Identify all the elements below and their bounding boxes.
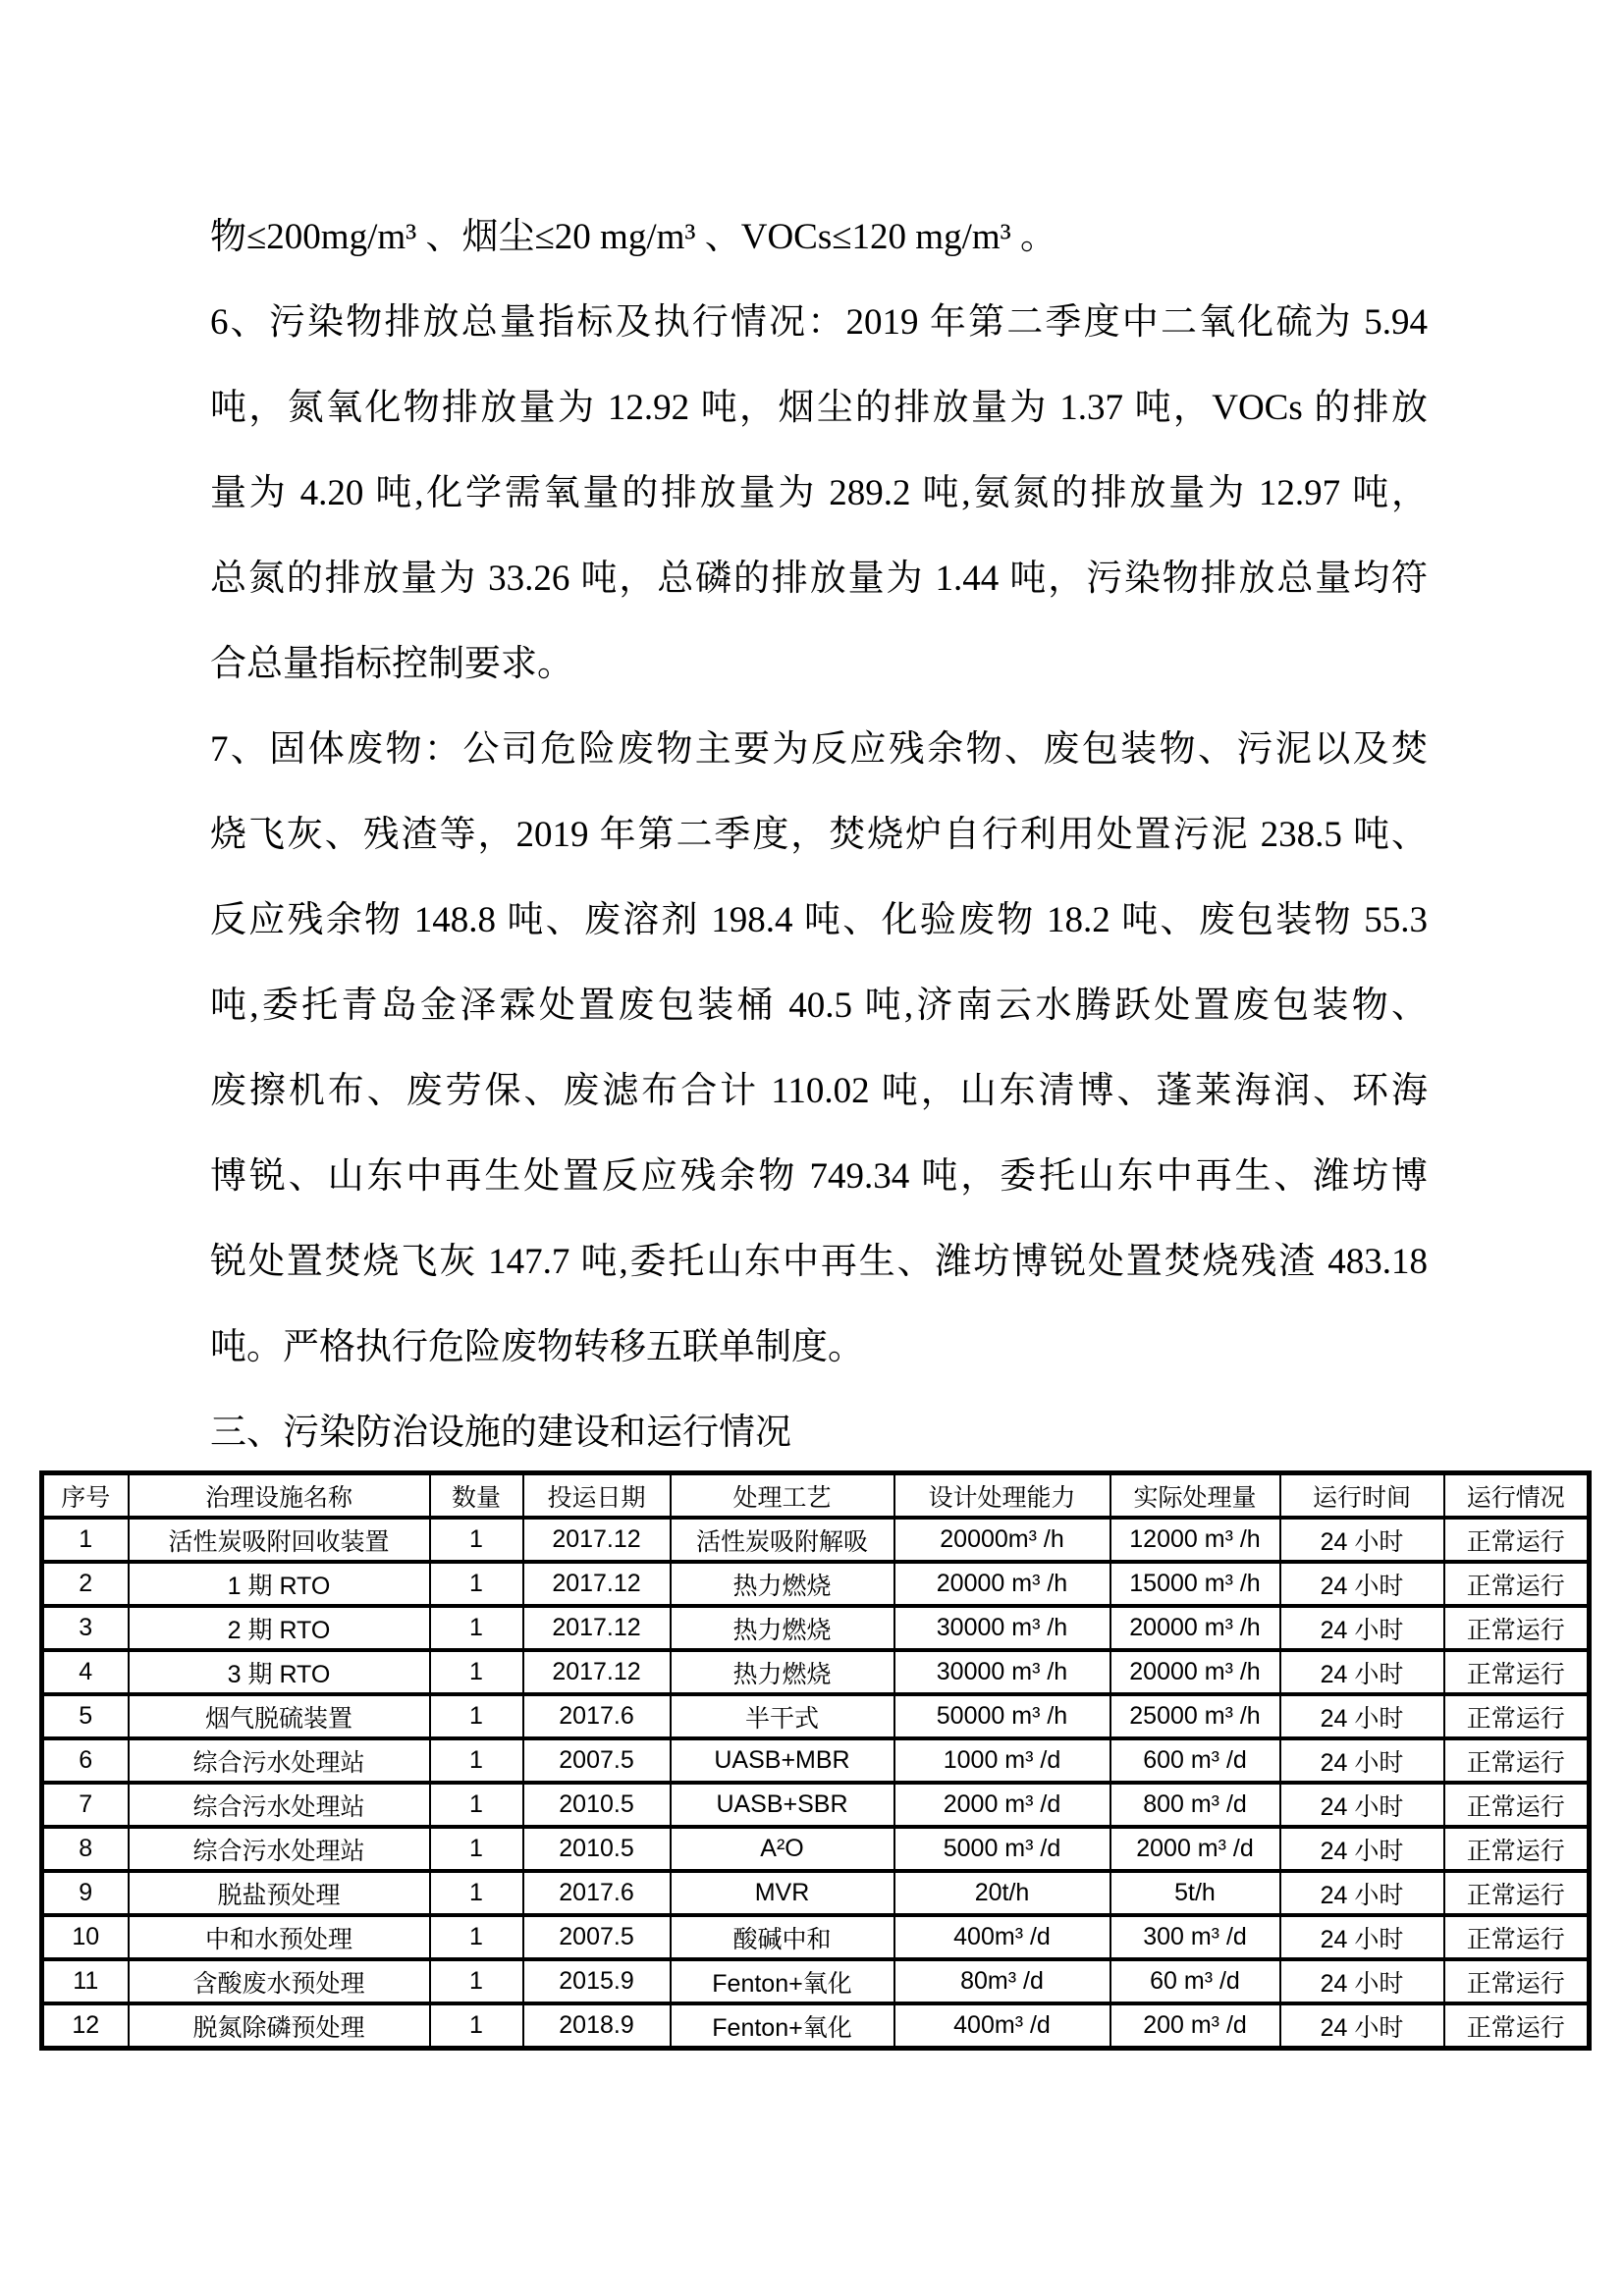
- table-cell: Fenton+氧化: [671, 2003, 894, 2049]
- table-row: [42, 1783, 1590, 1827]
- table-cell: 5000 m³ /d: [894, 1827, 1110, 1871]
- body-line: 物≤200mg/m³ 、烟尘≤20 mg/m³ 、VOCs≤120 mg/m³ 。: [210, 217, 1056, 257]
- table-cell: 50000 m³ /h: [894, 1694, 1110, 1738]
- body-line: 量为 4.20 吨,化学需氧量的排放量为 289.2 吨,氨氮的排放量为 12.97 吨，: [210, 473, 1428, 513]
- table-cell: 1: [430, 1738, 523, 1783]
- table-cell: 9: [42, 1871, 129, 1915]
- table-cell: MVR: [671, 1871, 894, 1915]
- table-cell: 20000 m³ /h: [894, 1562, 1110, 1606]
- table-cell: 酸碱中和: [671, 1915, 894, 1959]
- table-cell: 2007.5: [523, 1915, 671, 1959]
- table-cell: 5: [42, 1694, 129, 1738]
- table-cell: 2010.5: [523, 1783, 671, 1827]
- table-cell: 2017.6: [523, 1694, 671, 1738]
- table-cell: 1: [430, 1915, 523, 1959]
- table-cell: 正常运行: [1444, 1650, 1590, 1694]
- table-header-cell: 设计处理能力: [894, 1473, 1110, 1519]
- body-line: 锐处置焚烧飞灰 147.7 吨,委托山东中再生、潍坊博锐处置焚烧残渣 483.18: [210, 1242, 1428, 1282]
- table-cell: 24 小时: [1280, 1959, 1444, 2003]
- table-cell: 24 小时: [1280, 1738, 1444, 1783]
- table-cell: 半干式: [671, 1694, 894, 1738]
- table-cell: 正常运行: [1444, 1738, 1590, 1783]
- body-line: 废擦机布、废劳保、废滤布合计 110.02 吨，山东清博、蓬莱海润、环海: [210, 1071, 1428, 1111]
- table-row: [42, 1959, 1590, 2003]
- body-line: 烧飞灰、残渣等，2019 年第二季度，焚烧炉自行利用处置污泥 238.5 吨、: [210, 815, 1428, 855]
- table-cell: 1 期 RTO: [129, 1562, 430, 1606]
- table-row: [42, 1738, 1590, 1783]
- pollution-control-facilities-table: [39, 1470, 1592, 2051]
- table-cell: 20t/h: [894, 1871, 1110, 1915]
- table-cell: 2017.12: [523, 1650, 671, 1694]
- table-row: [42, 2003, 1590, 2049]
- table-cell: 24 小时: [1280, 1871, 1444, 1915]
- table-cell: 25000 m³ /h: [1110, 1694, 1280, 1738]
- table-cell: 24 小时: [1280, 1827, 1444, 1871]
- table-cell: UASB+SBR: [671, 1783, 894, 1827]
- body-line: 吨，氮氧化物排放量为 12.92 吨，烟尘的排放量为 1.37 吨，VOCs 的排放: [210, 388, 1428, 428]
- section-heading: 三、污染防治设施的建设和运行情况: [210, 1413, 791, 1453]
- table-cell: 2017.6: [523, 1871, 671, 1915]
- table-header-cell: 序号: [42, 1473, 129, 1519]
- table-cell: 1: [430, 2003, 523, 2049]
- table-header-cell: 数量: [430, 1473, 523, 1519]
- table-header-cell: 实际处理量: [1110, 1473, 1280, 1519]
- table-cell: 20000m³ /h: [894, 1518, 1110, 1562]
- table-cell: 2017.12: [523, 1518, 671, 1562]
- table-row: [42, 1562, 1590, 1606]
- table-cell: 1000 m³ /d: [894, 1738, 1110, 1783]
- table-cell: 正常运行: [1444, 2003, 1590, 2049]
- table-cell: 1: [430, 1827, 523, 1871]
- table-cell: Fenton+氧化: [671, 1959, 894, 2003]
- body-line: 6、污染物排放总量指标及执行情况：2019 年第二季度中二氧化硫为 5.94: [210, 302, 1428, 343]
- table-cell: 12: [42, 2003, 129, 2049]
- table-row: [42, 1871, 1590, 1915]
- table-cell: 20000 m³ /h: [1110, 1650, 1280, 1694]
- table-cell: 30000 m³ /h: [894, 1606, 1110, 1650]
- table-cell: 正常运行: [1444, 1959, 1590, 2003]
- table-cell: 正常运行: [1444, 1783, 1590, 1827]
- table-cell: 烟气脱硫装置: [129, 1694, 430, 1738]
- table-cell: 80m³ /d: [894, 1959, 1110, 2003]
- table-cell: 2017.12: [523, 1606, 671, 1650]
- table-cell: 1: [430, 1606, 523, 1650]
- table-cell: 正常运行: [1444, 1871, 1590, 1915]
- table-cell: 1: [430, 1871, 523, 1915]
- table-cell: 综合污水处理站: [129, 1738, 430, 1783]
- table-cell: 2000 m³ /d: [894, 1783, 1110, 1827]
- table-cell: 活性炭吸附回收装置: [129, 1518, 430, 1562]
- table-cell: 正常运行: [1444, 1562, 1590, 1606]
- table-cell: 正常运行: [1444, 1606, 1590, 1650]
- table-cell: 24 小时: [1280, 1606, 1444, 1650]
- table-row: [42, 1606, 1590, 1650]
- table-cell: 2 期 RTO: [129, 1606, 430, 1650]
- table-cell: 2017.12: [523, 1562, 671, 1606]
- table-cell: 600 m³ /d: [1110, 1738, 1280, 1783]
- table-cell: 1: [430, 1518, 523, 1562]
- table-cell: A²O: [671, 1827, 894, 1871]
- table-row: [42, 1650, 1590, 1694]
- table-cell: 7: [42, 1783, 129, 1827]
- table-cell: 800 m³ /d: [1110, 1783, 1280, 1827]
- table-cell: 1: [430, 1783, 523, 1827]
- table-cell: 400m³ /d: [894, 1915, 1110, 1959]
- table-header-cell: 处理工艺: [671, 1473, 894, 1519]
- table-header-cell: 治理设施名称: [129, 1473, 430, 1519]
- table-cell: 8: [42, 1827, 129, 1871]
- table-cell: 24 小时: [1280, 1783, 1444, 1827]
- table-cell: 6: [42, 1738, 129, 1783]
- table-cell: 脱盐预处理: [129, 1871, 430, 1915]
- table-header-cell: 运行时间: [1280, 1473, 1444, 1519]
- table-cell: 20000 m³ /h: [1110, 1606, 1280, 1650]
- table-cell: 30000 m³ /h: [894, 1650, 1110, 1694]
- table-cell: 热力燃烧: [671, 1606, 894, 1650]
- table-cell: 热力燃烧: [671, 1650, 894, 1694]
- body-line: 博锐、山东中再生处置反应残余物 749.34 吨，委托山东中再生、潍坊博: [210, 1156, 1428, 1197]
- table-cell: 1: [42, 1518, 129, 1562]
- table-cell: 中和水预处理: [129, 1915, 430, 1959]
- table-cell: 1: [430, 1562, 523, 1606]
- table-cell: 10: [42, 1915, 129, 1959]
- table-cell: 综合污水处理站: [129, 1827, 430, 1871]
- table-cell: 5t/h: [1110, 1871, 1280, 1915]
- table-row: [42, 1694, 1590, 1738]
- table-cell: 3: [42, 1606, 129, 1650]
- table-cell: 24 小时: [1280, 1518, 1444, 1562]
- table-cell: 24 小时: [1280, 2003, 1444, 2049]
- table-cell: 含酸废水预处理: [129, 1959, 430, 2003]
- table-head: [42, 1473, 1590, 1519]
- table-header-row: [42, 1473, 1590, 1519]
- table-cell: 脱氮除磷预处理: [129, 2003, 430, 2049]
- body-line: 反应残余物 148.8 吨、废溶剂 198.4 吨、化验废物 18.2 吨、废包装物 55.3: [210, 900, 1428, 940]
- table-cell: 200 m³ /d: [1110, 2003, 1280, 2049]
- body-line: 合总量指标控制要求。: [210, 644, 573, 684]
- table-cell: 24 小时: [1280, 1915, 1444, 1959]
- table-cell: 1: [430, 1650, 523, 1694]
- table-row: [42, 1915, 1590, 1959]
- table-cell: 2018.9: [523, 2003, 671, 2049]
- body-text: [210, 194, 1428, 1475]
- table-cell: UASB+MBR: [671, 1738, 894, 1783]
- table-cell: 11: [42, 1959, 129, 2003]
- table-cell: 正常运行: [1444, 1827, 1590, 1871]
- body-line: 吨,委托青岛金泽霖处置废包装桶 40.5 吨,济南云水腾跃处置废包装物、: [210, 986, 1428, 1026]
- body-line: 吨。严格执行危险废物转移五联单制度。: [210, 1327, 864, 1367]
- table-cell: 24 小时: [1280, 1694, 1444, 1738]
- table-row: [42, 1518, 1590, 1562]
- table-row: [42, 1827, 1590, 1871]
- table-cell: 2007.5: [523, 1738, 671, 1783]
- table-cell: 24 小时: [1280, 1562, 1444, 1606]
- table-cell: 1: [430, 1694, 523, 1738]
- table-cell: 2000 m³ /d: [1110, 1827, 1280, 1871]
- table-cell: 15000 m³ /h: [1110, 1562, 1280, 1606]
- table-cell: 正常运行: [1444, 1694, 1590, 1738]
- table-cell: 1: [430, 1959, 523, 2003]
- table-cell: 2015.9: [523, 1959, 671, 2003]
- table-cell: 2010.5: [523, 1827, 671, 1871]
- table-cell: 3 期 RTO: [129, 1650, 430, 1694]
- table-cell: 24 小时: [1280, 1650, 1444, 1694]
- table-cell: 正常运行: [1444, 1518, 1590, 1562]
- table-cell: 12000 m³ /h: [1110, 1518, 1280, 1562]
- table-cell: 60 m³ /d: [1110, 1959, 1280, 2003]
- table-cell: 4: [42, 1650, 129, 1694]
- table-cell: 综合污水处理站: [129, 1783, 430, 1827]
- table-cell: 正常运行: [1444, 1915, 1590, 1959]
- table-cell: 热力燃烧: [671, 1562, 894, 1606]
- body-line: 总氮的排放量为 33.26 吨，总磷的排放量为 1.44 吨，污染物排放总量均符: [210, 559, 1428, 599]
- table-header-cell: 运行情况: [1444, 1473, 1590, 1519]
- table-cell: 400m³ /d: [894, 2003, 1110, 2049]
- table-body: [42, 1518, 1590, 2049]
- body-line: 7、固体废物：公司危险废物主要为反应残余物、废包装物、污泥以及焚: [210, 729, 1428, 770]
- table-header-cell: 投运日期: [523, 1473, 671, 1519]
- table-cell: 活性炭吸附解吸: [671, 1518, 894, 1562]
- table-cell: 300 m³ /d: [1110, 1915, 1280, 1959]
- table-cell: 2: [42, 1562, 129, 1606]
